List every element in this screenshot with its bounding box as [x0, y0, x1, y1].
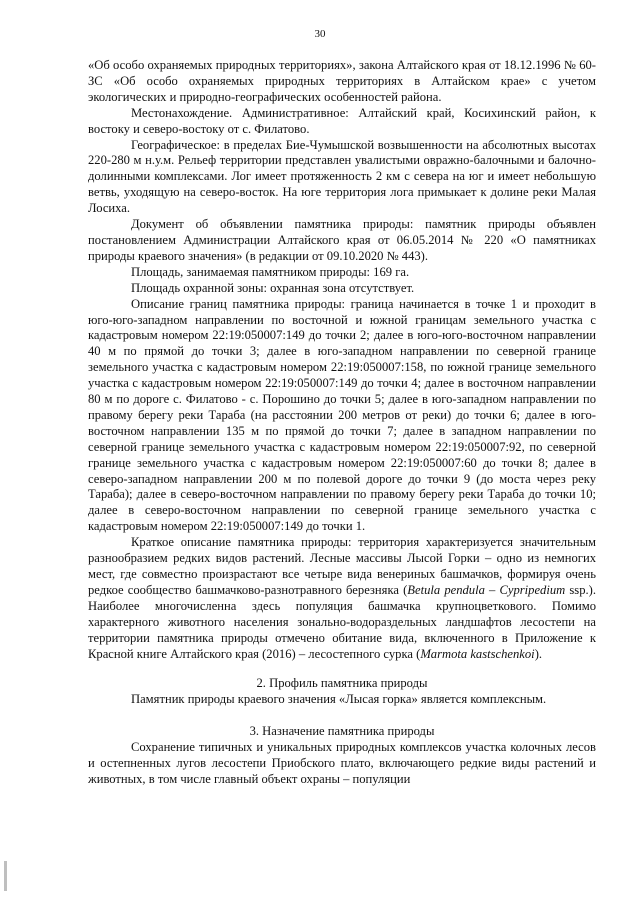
- intro-paragraph: «Об особо охраняемых природных территориях», закона Алтайского края от 18.12.1996 № 60-ЗС «Об особо охраняемых природных территориях в Алтайском крае» с учетом экологических и природно-географических особенностей района.: [88, 58, 596, 104]
- scan-edge-mark: [4, 861, 7, 891]
- document-body: [88, 58, 596, 788]
- latin-species-name: Betula pendula – Cypripedium: [407, 582, 566, 597]
- boundaries-paragraph: Описание границ памятника природы: граница начинается в точке 1 и проходит в юго-юго-западном направлении по восточной и южной границам земельного участка с кадастровым номером 22:19:050007:149 до точки 2; далее в юго-юго-восточном направлении 40 м по прямой до точки 3; далее в юго-западном направлении по северной границе земельного участка с кадастровым номером 22:19:050007:158, по южной границе земельного участка с кадастровым номером 22:19:050007:149 до точки 4; далее в восточном направлении 80 м по дороге с. Филатово - с. Порошино до точки 5; далее в юго-западном направлении по правому берегу реки Тараба (на расстоянии 200 метров от реки) до точки 6; далее в юго-восточном направлении 135 м по прямой до точки 7; далее в западном направлении по северной границе земельного участка с кадастровым номером 22:19:050007:92, по северной границе земельного участка с кадастровым номером 22:19:050007:60 до точки 8; далее в северо-западном направлении 200 м по полевой дороге до точки 9 (до моста через реку Тараба); далее в северо-восточном направлении по правому берегу реки Тараба до точки 10; далее в северо-восточном направлении по северной границе земельного участка с кадастровым номером 22:19:050007:149 до точки 1.: [88, 296, 596, 534]
- brief-description-text: Краткое описание памятника природы: территория характеризуется значительным разнообразием редких видов растений. Лесные массивы Лысой Горки – одно из немногих мест, где совместно произрастают все четыре вида венериных башмачков, формируя очень редкое сообщество башмачково-разнотравного березняка (: [88, 535, 596, 597]
- section-2-text: Памятник природы краевого значения «Лысая горка» является комплексным.: [131, 692, 547, 707]
- latin-species-name: Marmota kastschenkoi: [420, 646, 535, 661]
- area-paragraph: Площадь, занимаемая памятником природы: 169 га.: [131, 264, 410, 279]
- section-2-heading: 2. Профиль памятника природы: [256, 676, 428, 691]
- geography-paragraph: Географическое: в пределах Бие-Чумышской возвышенности на абсолютных высотах 220-280 м н.у.м. Рельеф территории представлен увалистыми овражно-балочными и балочно-долинными комплексами. Лог имеет протяженность 2 км с севера на юг и имеет небольшую ветвь, уходящую на северо-восток. На юге территория лога примыкает к долине реки Малая Лосиха.: [88, 137, 596, 216]
- declaration-paragraph: Документ об объявлении памятника природы: памятник природы объявлен постановлением Администрации Алтайского края от 06.05.2014 № 220 «О памятниках природы краевого значения» (в редакции от 09.10.2020 № 443).: [88, 217, 596, 263]
- buffer-zone-paragraph: Площадь охранной зоны: охранная зона отсутствует.: [131, 280, 415, 295]
- section-3-text: Сохранение типичных и уникальных природных комплексов участка колочных лесов и остепненных лугов лесостепи Приобского плато, включающего редкие виды растений и животных, в том числе главный объект охраны – популяции: [88, 740, 596, 786]
- section-3-heading: 3. Назначение памятника природы: [249, 724, 435, 739]
- brief-description-text: ssp.). Наиболее многочисленна здесь популяция башмачка крупноцветкового. Помимо характерного животного населения зонально-водораздельных ландшафтов лесостепи на территории памятника природы отмечено обитание вида, включенного в Приложение к Красной книге Алтайского края (2016) – лесостепного сурка (: [88, 582, 596, 661]
- location-paragraph: Местонахождение. Административное: Алтайский край, Косихинский район, к востоку и северо-востоку от с. Филатово.: [88, 105, 596, 136]
- page-number: 30: [314, 28, 326, 40]
- brief-description-paragraph: [88, 535, 596, 662]
- brief-description-text: ).: [534, 646, 543, 661]
